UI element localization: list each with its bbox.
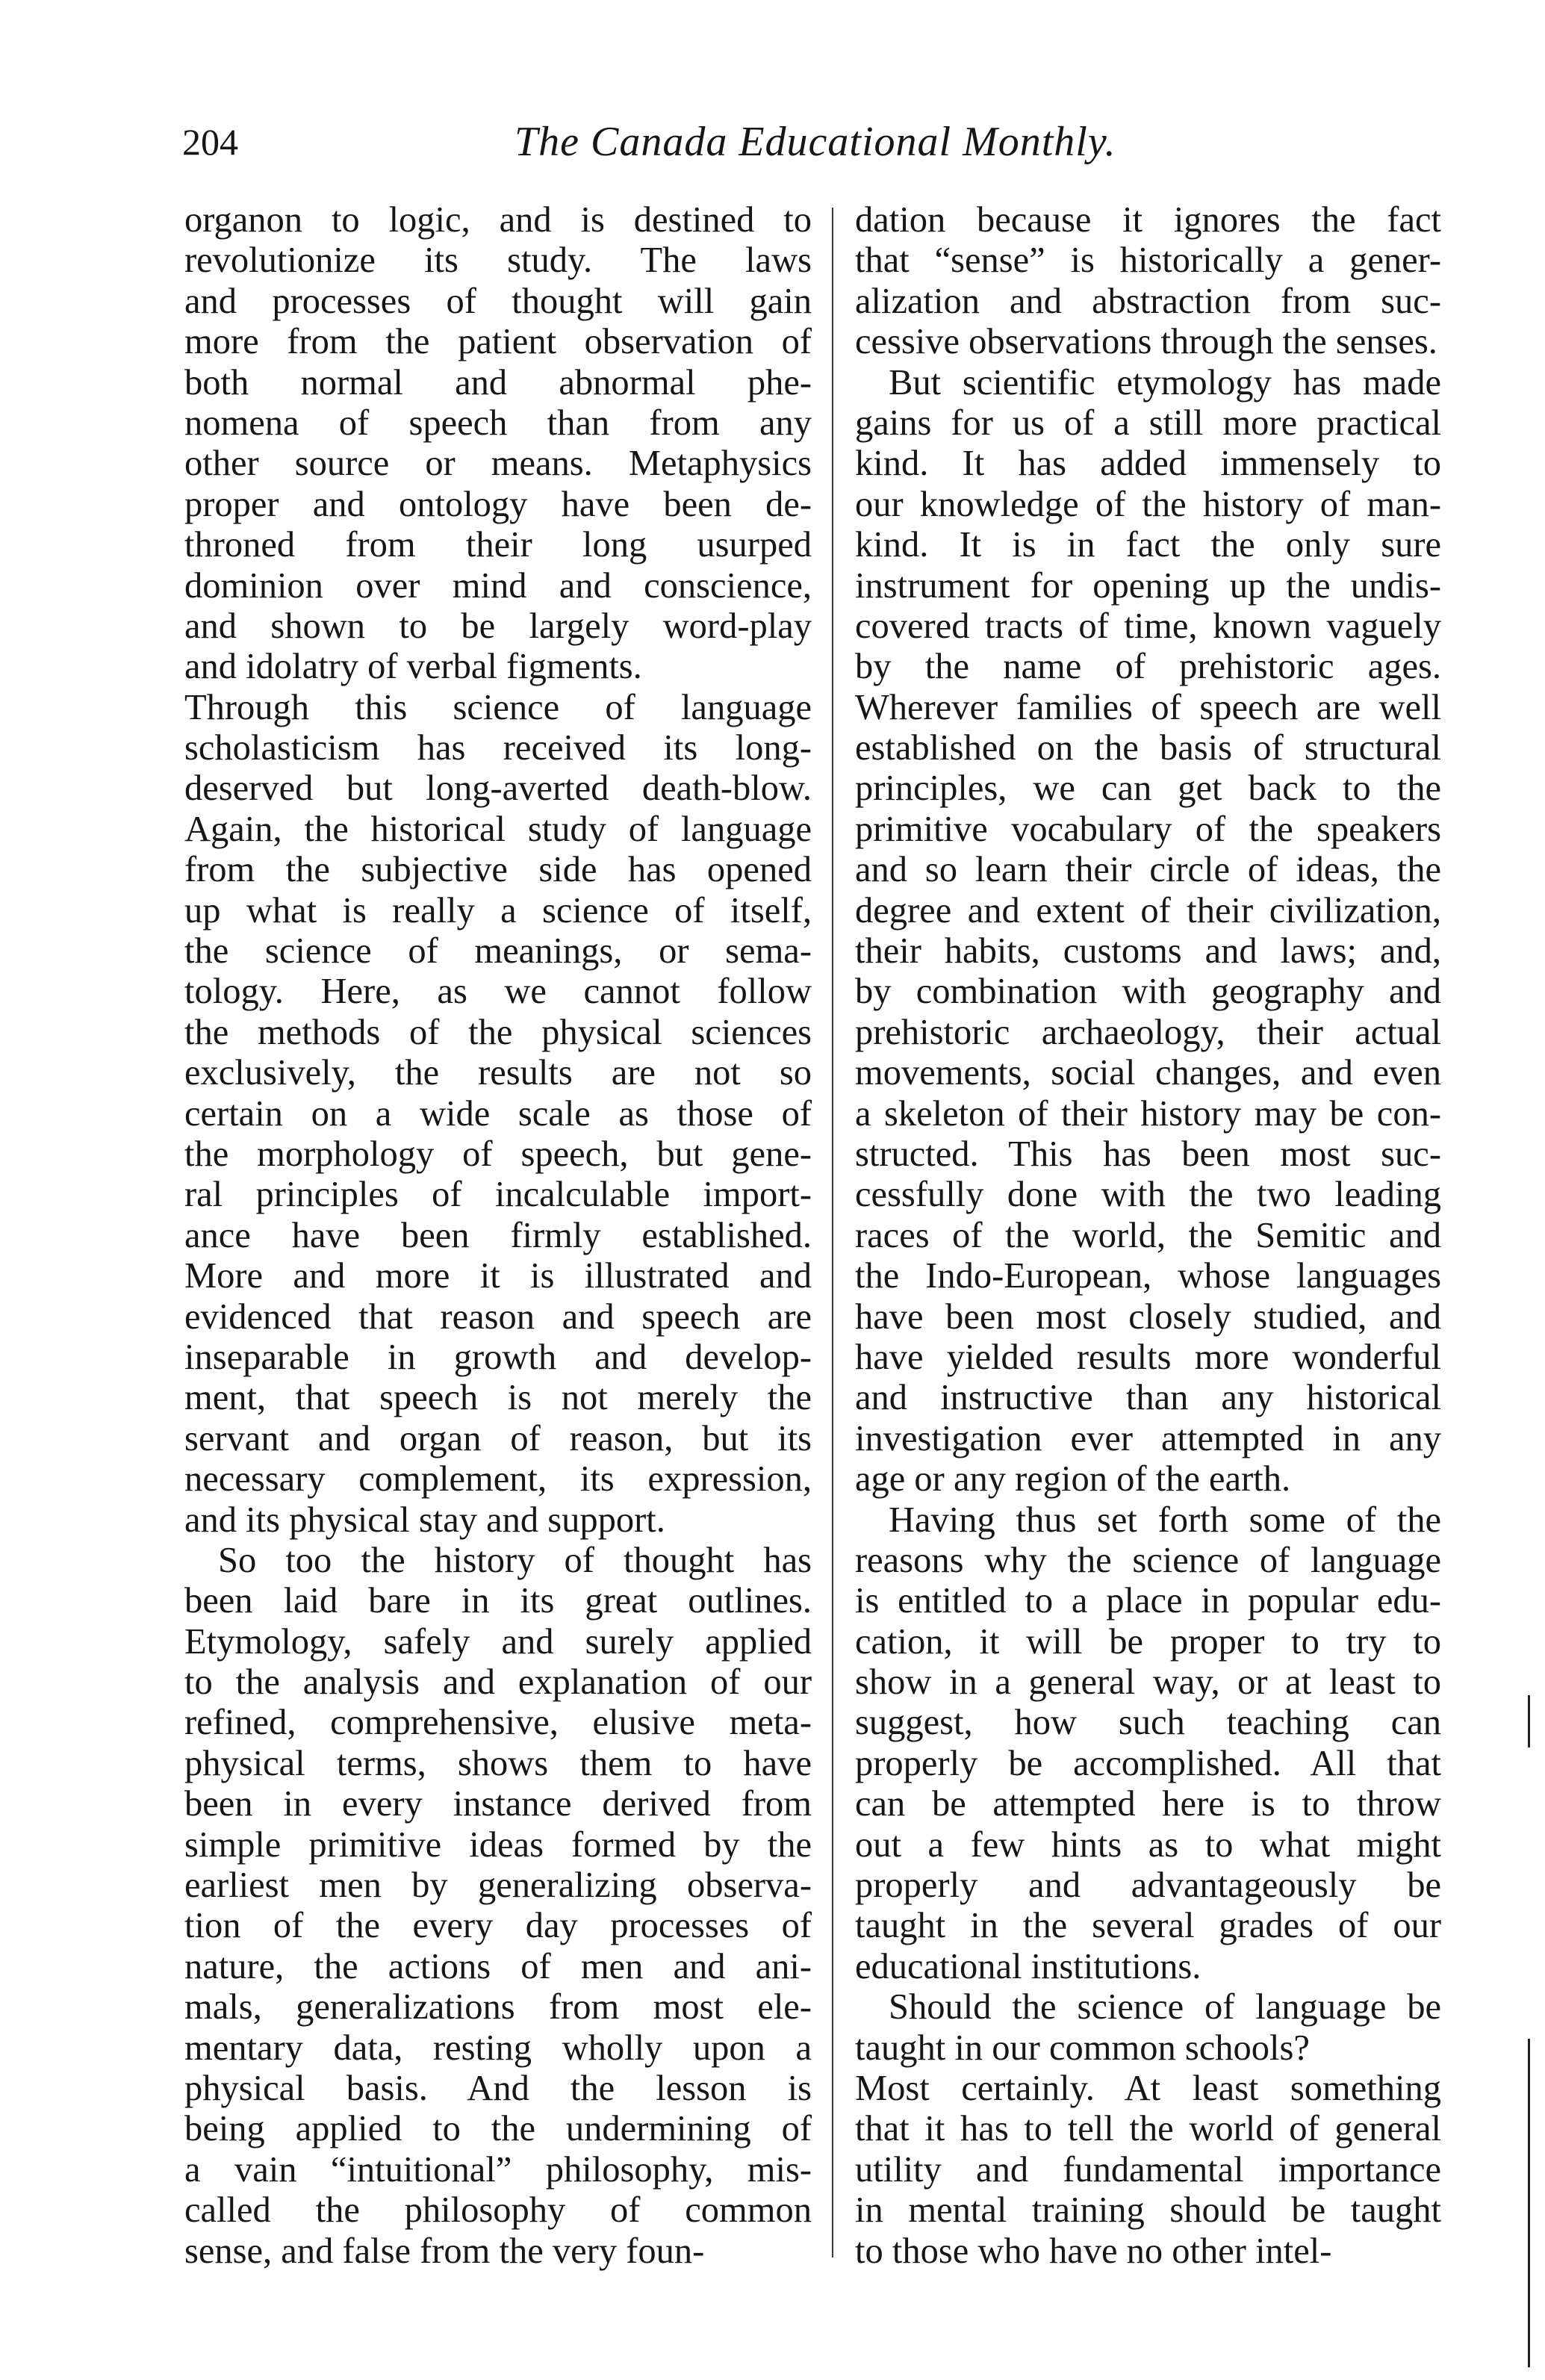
text-line: investigation ever attempted in any: [855, 1418, 1441, 1458]
text-line: cation, it will be proper to try to: [855, 1621, 1441, 1662]
text-line: educational institutions.: [855, 1946, 1202, 1986]
page-number: 204: [182, 121, 238, 163]
text-line: reasons why the science of language: [855, 1540, 1441, 1580]
text-line: up what is really a science of itself,: [184, 890, 812, 930]
text-line: that it has to tell the world of general: [855, 2109, 1441, 2149]
text-line: by the name of prehistoric ages.: [855, 647, 1441, 687]
text-line: have yielded results more wonderful: [855, 1337, 1441, 1377]
text-line: refined, comprehensive, elusive meta-: [184, 1703, 812, 1743]
text-line: in mental training should be taught: [855, 2190, 1441, 2231]
text-line: scholasticism has received its long-: [184, 728, 812, 768]
text-line: taught in our common schools?: [855, 2028, 1310, 2068]
text-line: alization and abstraction from suc-: [855, 281, 1441, 321]
text-line: mals, generalizations from most ele-: [184, 1987, 812, 2028]
left-column: [184, 200, 812, 2272]
text-line: the methods of the physical sciences: [184, 1012, 812, 1052]
text-line: called the philosophy of common: [184, 2190, 812, 2231]
text-line: races of the world, the Semitic and: [855, 1215, 1441, 1255]
text-line: organon to logic, and is destined to: [184, 200, 812, 240]
text-line: and its physical stay and support.: [184, 1500, 665, 1540]
text-line: primitive vocabulary of the speakers: [855, 809, 1441, 849]
text-line: and instructive than any historical: [855, 1378, 1441, 1418]
text-line: Through this science of language: [184, 687, 812, 727]
text-line: and processes of thought will gain: [184, 281, 812, 321]
text-line: utility and fundamental importance: [855, 2149, 1441, 2190]
text-line: and idolatry of verbal figments.: [184, 647, 642, 687]
scan-edge-mark: [1528, 2039, 1530, 2367]
text-line: deserved but long-averted death-blow.: [184, 768, 812, 809]
text-line: Wherever families of speech are well: [855, 687, 1441, 727]
text-line: simple primitive ideas formed by the: [184, 1824, 812, 1865]
page-header: [182, 112, 1153, 172]
text-line: Most certainly. At least something: [855, 2068, 1441, 2108]
text-line: necessary complement, its expression,: [184, 1459, 812, 1500]
text-line: the science of meanings, or sema-: [184, 931, 812, 972]
text-line: been laid bare in its great outlines.: [184, 1581, 812, 1621]
text-line: prehistoric archaeology, their actual: [855, 1012, 1441, 1052]
text-line: proper and ontology have been de-: [184, 484, 812, 524]
text-line: sense, and false from the very foun-: [184, 2231, 705, 2271]
text-line: both normal and abnormal phe-: [184, 362, 812, 403]
text-line: tion of the every day processes of: [184, 1906, 812, 1946]
text-line: degree and extent of their civilization,: [855, 890, 1441, 930]
text-line: show in a general way, or at least to: [855, 1662, 1441, 1703]
text-line: the morphology of speech, but gene-: [184, 1134, 812, 1174]
text-line: cessive observations through the senses.: [855, 322, 1437, 362]
text-line: our knowledge of the history of man-: [855, 484, 1441, 524]
text-line: a vain “intuitional” philosophy, mis-: [184, 2149, 812, 2190]
text-line: have been most closely studied, and: [855, 1296, 1441, 1337]
text-line: their habits, customs and laws; and,: [855, 931, 1441, 972]
text-line: properly and advantageously be: [855, 1865, 1441, 1906]
text-line: inseparable in growth and develop-: [184, 1337, 812, 1377]
text-line: ral principles of incalculable import-: [184, 1175, 812, 1215]
text-line: the Indo-European, whose languages: [855, 1256, 1441, 1296]
text-line: mentary data, resting wholly upon a: [184, 2028, 812, 2068]
text-line: tology. Here, as we cannot follow: [184, 972, 812, 1012]
text-line: dominion over mind and conscience,: [184, 565, 812, 606]
text-line: been in every instance derived from: [184, 1784, 812, 1824]
text-line: to those who have no other intel-: [855, 2231, 1332, 2271]
text-line: So too the history of thought has: [218, 1540, 812, 1580]
text-line: Again, the historical study of language: [184, 809, 812, 849]
text-line: But scientific etymology has made: [889, 362, 1441, 403]
text-line: physical terms, shows them to have: [184, 1743, 812, 1783]
text-line: taught in the several grades of our: [855, 1906, 1441, 1946]
text-line: physical basis. And the lesson is: [184, 2068, 812, 2108]
text-line: suggest, how such teaching can: [855, 1703, 1441, 1743]
running-title: The Canada Educational Monthly.: [515, 119, 1116, 165]
text-line: certain on a wide scale as those of: [184, 1093, 812, 1134]
text-line: ance have been firmly established.: [184, 1215, 812, 1255]
text-line: nomena of speech than from any: [184, 403, 812, 443]
text-line: kind. It is in fact the only sure: [855, 525, 1441, 565]
text-line: that “sense” is historically a gener-: [855, 240, 1441, 281]
text-line: evidenced that reason and speech are: [184, 1296, 812, 1337]
text-line: Should the science of language be: [889, 1987, 1441, 2028]
scan-edge-mark: [1528, 1695, 1530, 1747]
text-line: principles, we can get back to the: [855, 768, 1441, 809]
text-line: age or any region of the earth.: [855, 1459, 1291, 1500]
text-line: servant and organ of reason, but its: [184, 1418, 812, 1458]
text-line: other source or means. Metaphysics: [184, 444, 812, 484]
text-line: Etymology, safely and surely applied: [184, 1621, 812, 1662]
text-line: instrument for opening up the undis-: [855, 565, 1441, 606]
text-line: nature, the actions of men and ani-: [184, 1946, 812, 1986]
text-line: is entitled to a place in popular edu-: [855, 1581, 1441, 1621]
text-line: established on the basis of structural: [855, 728, 1441, 768]
text-line: more from the patient observation of: [184, 322, 812, 362]
text-line: cessfully done with the two leading: [855, 1175, 1441, 1215]
text-line: ment, that speech is not merely the: [184, 1378, 812, 1418]
text-line: revolutionize its study. The laws: [184, 240, 812, 281]
text-line: from the subjective side has opened: [184, 850, 812, 890]
text-line: earliest men by generalizing observa-: [184, 1865, 812, 1906]
text-line: out a few hints as to what might: [855, 1824, 1441, 1865]
text-line: to the analysis and explanation of our: [184, 1662, 812, 1703]
text-line: dation because it ignores the fact: [855, 200, 1441, 240]
text-line: Having thus set forth some of the: [889, 1500, 1441, 1540]
text-line: gains for us of a still more practical: [855, 403, 1441, 443]
text-line: kind. It has added immensely to: [855, 444, 1441, 484]
text-line: a skeleton of their history may be con-: [855, 1093, 1441, 1134]
text-line: exclusively, the results are not so: [184, 1053, 812, 1093]
text-line: More and more it is illustrated and: [184, 1256, 812, 1296]
text-line: can be attempted here is to throw: [855, 1784, 1441, 1824]
text-line: and shown to be largely word-play: [184, 606, 812, 646]
text-line: properly be accomplished. All that: [855, 1743, 1441, 1783]
text-line: throned from their long usurped: [184, 525, 812, 565]
text-line: being applied to the undermining of: [184, 2109, 812, 2149]
text-line: covered tracts of time, known vaguely: [855, 606, 1441, 646]
text-line: and so learn their circle of ideas, the: [855, 850, 1441, 890]
right-column: [855, 200, 1441, 2272]
text-line: structed. This has been most suc-: [855, 1134, 1441, 1174]
text-line: movements, social changes, and even: [855, 1053, 1441, 1093]
text-line: by combination with geography and: [855, 972, 1441, 1012]
column-divider: [832, 208, 833, 2258]
